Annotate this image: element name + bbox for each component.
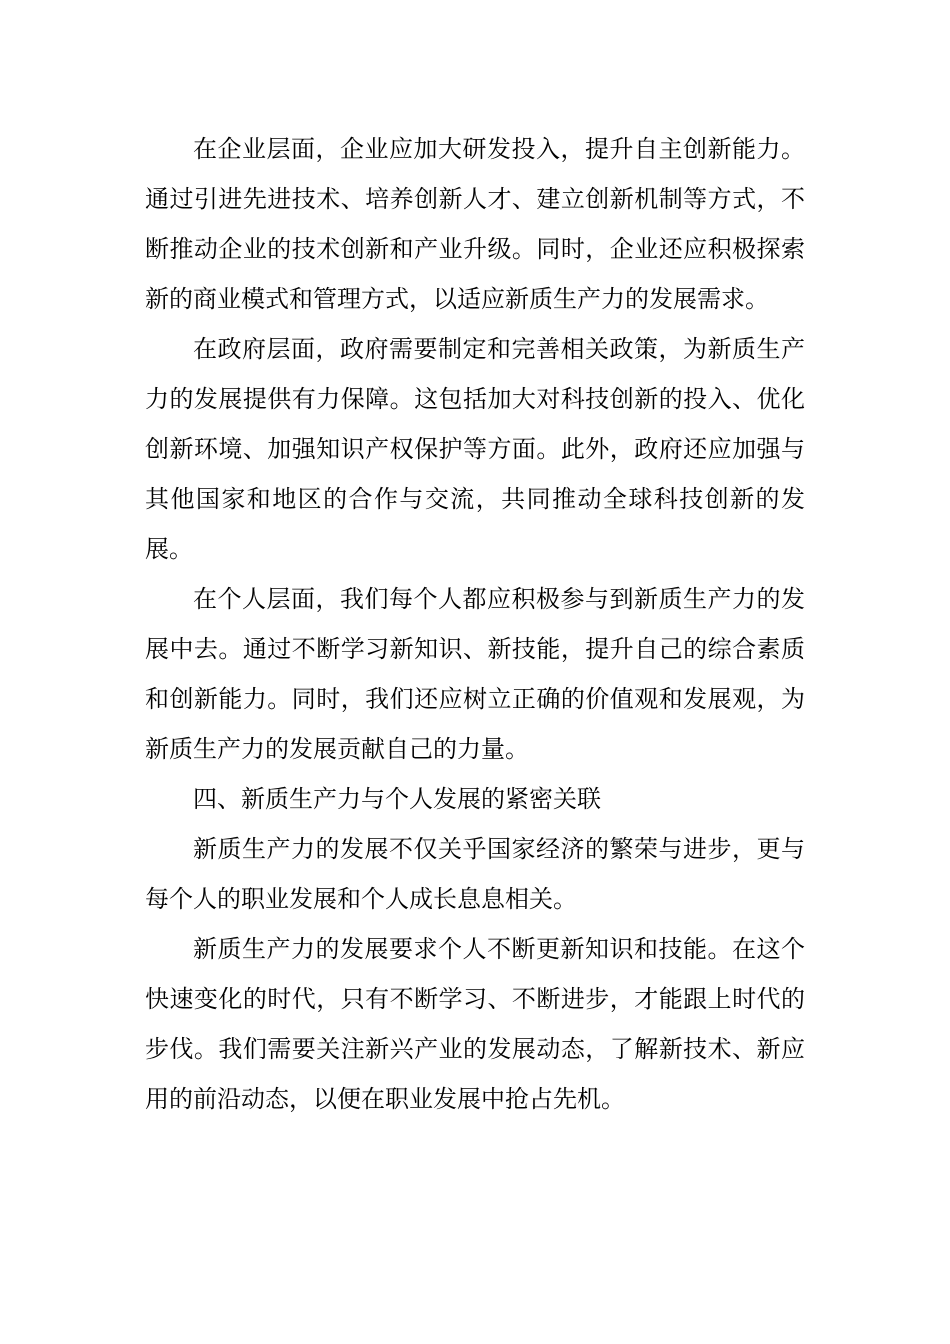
document-body xyxy=(145,124,805,1124)
paragraph-knowledge-update: 新质生产力的发展要求个人不断更新知识和技能。在这个快速变化的时代，只有不断学习、不断进步，才能跟上时代的步伐。我们需要关注新兴产业的发展动态，了解新技术、新应用的前沿动态，以便在职业发展中抢占先机。 xyxy=(145,935,805,1113)
paragraph-government-level: 在政府层面，政府需要制定和完善相关政策，为新质生产力的发展提供有力保障。这包括加大对科技创新的投入、优化创新环境、加强知识产权保护等方面。此外，政府还应加强与其他国家和地区的合作与交流，共同推动全球科技创新的发展。 xyxy=(145,335,805,563)
paragraph-section-intro: 新质生产力的发展不仅关乎国家经济的繁荣与进步，更与每个人的职业发展和个人成长息息相关。 xyxy=(145,835,805,913)
section-heading: 四、新质生产力与个人发展的紧密关联 xyxy=(193,785,601,813)
paragraph-enterprise-level: 在企业层面，企业应加大研发投入，提升自主创新能力。通过引进先进技术、培养创新人才、建立创新机制等方式，不断推动企业的技术创新和产业升级。同时，企业还应积极探索新的商业模式和管理方式，以适应新质生产力的发展需求。 xyxy=(145,135,805,313)
paragraph-individual-level: 在个人层面，我们每个人都应积极参与到新质生产力的发展中去。通过不断学习新知识、新技能，提升自己的综合素质和创新能力。同时，我们还应树立正确的价值观和发展观，为新质生产力的发展贡献自己的力量。 xyxy=(145,585,805,763)
